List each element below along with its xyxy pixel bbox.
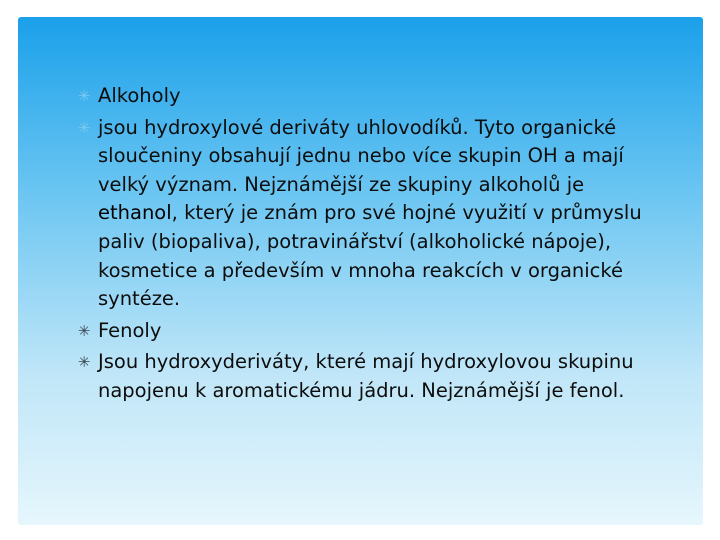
bullet-item-fenoly-description	[76, 348, 666, 405]
asterisk-bullet-icon: ✳	[77, 87, 91, 105]
bullet-item-alkoholy-description	[76, 114, 666, 314]
bullet-text-ethanol: ethanol	[98, 201, 172, 225]
bullet-heading-alkoholy: Alkoholy	[98, 84, 181, 107]
bullet-text-part1: jsou hydroxylové deriváty uhlovodíků. Tyto organické sloučeniny obsahují jednu nebo více skupin OH a mají velký význam. Nejznámější ze skupiny alkoholů je	[98, 115, 624, 196]
bullet-list	[76, 82, 666, 409]
bullet-text-fenoly: Jsou hydroxyderiváty, které mají hydroxylovou skupinu napojenu k aromatickému jádru. Nejznámější je fenol.	[98, 350, 634, 402]
bullet-text-part2: , který je znám pro své hojné využití v průmyslu paliv (biopaliva), potravinářství (alkoholické nápoje), kosmetice a především v mnoha reakcích v organické syntéze.	[98, 201, 642, 311]
asterisk-bullet-icon: ✳	[77, 118, 91, 137]
asterisk-bullet-icon: ✳	[77, 321, 91, 340]
bullet-heading-fenoly: Fenoly	[98, 318, 162, 342]
asterisk-bullet-icon: ✳	[77, 353, 91, 372]
bullet-item-fenoly	[76, 317, 666, 346]
bullet-item-alkoholy	[76, 82, 666, 111]
